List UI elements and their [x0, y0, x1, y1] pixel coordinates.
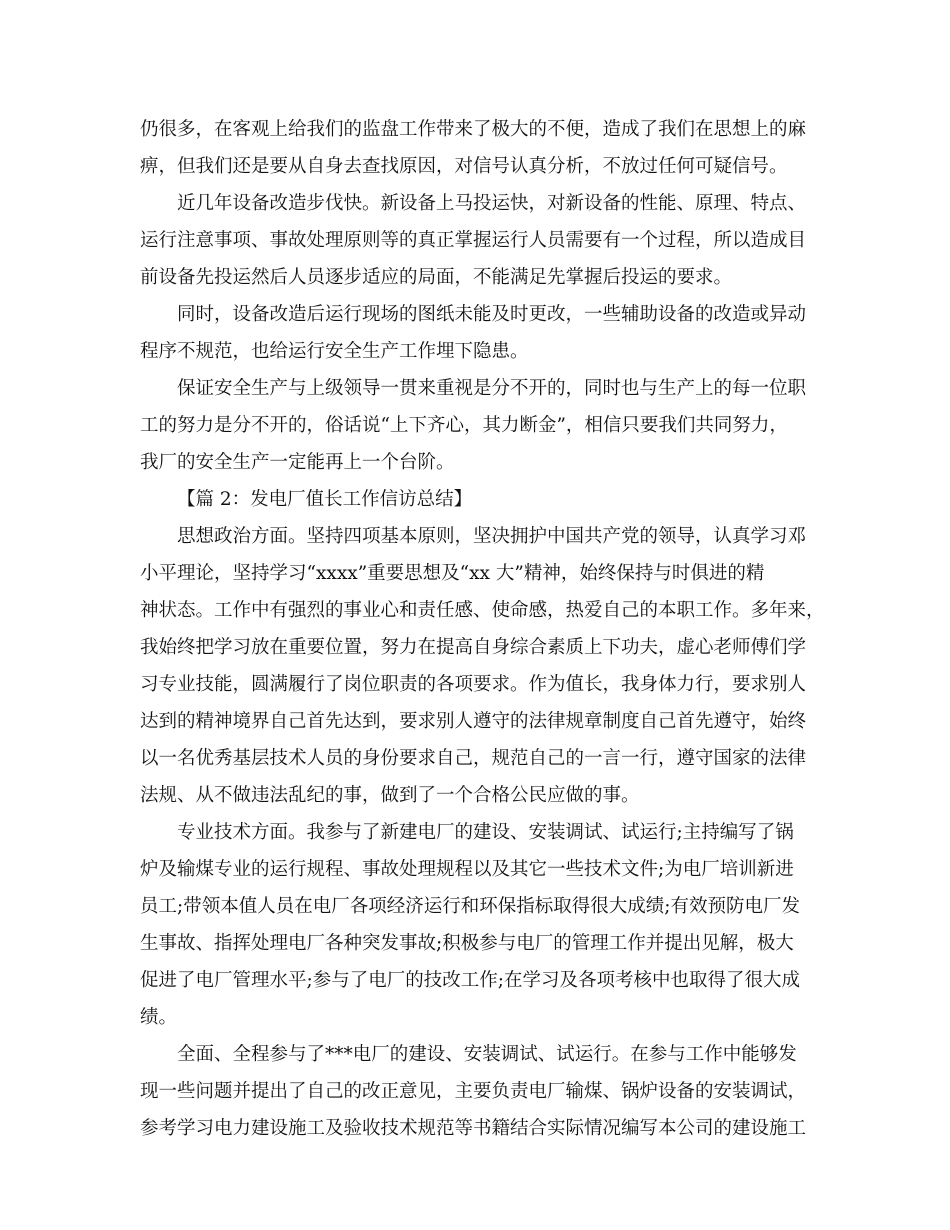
text-line: 达到的精神境界自己首先达到，要求别人遵守的法律规章制度自己首先遵守，始终	[140, 711, 807, 732]
text-line: 以一名优秀基层技术人员的身份要求自己，规范自己的一言一行，遵守国家的法律	[140, 748, 807, 769]
text-line: 促进了电厂管理水平;参与了电厂的技改工作;在学习及各项考核中也取得了很大成	[140, 970, 800, 991]
text-line: 前设备先投运然后人员逐步适应的局面，不能满足先掌握后投运的要求。	[140, 267, 733, 288]
text-line: 员工;带领本值人员在电厂各项经济运行和环保指标取得很大成绩;有效预防电厂发	[140, 896, 800, 917]
text-line: 我厂的安全生产一定能再上一个台阶。	[140, 452, 455, 473]
text-line: 炉及输煤专业的运行规程、事故处理规程以及其它一些技术文件;为电厂培训新进	[140, 859, 794, 880]
text-line: 我始终把学习放在重要位置，努力在提高自身综合素质上下功夫，虚心老师傅们学	[140, 637, 807, 658]
section-heading: 【篇 2：发电厂值长工作信访总结】	[177, 489, 473, 510]
text-line: 小平理论，坚持学习“xxxx”重要思想及“xx 大”精神，始终保持与时俱进的精	[140, 563, 765, 584]
text-line: 绩。	[140, 1007, 178, 1028]
paragraph-first-line: 全面、全程参与了***电厂的建设、安装调试、试运行。在参与工作中能够发	[177, 1044, 797, 1065]
paragraph-first-line: 专业技术方面。我参与了新建电厂的建设、安装调试、试运行;主持编写了锅	[177, 822, 794, 843]
text-line: 神状态。工作中有强烈的事业心和责任感、使命感，热爱自己的本职工作。多年来，	[140, 600, 825, 621]
text-line: 参考学习电力建设施工及验收技术规范等书籍结合实际情况编写本公司的建设施工	[140, 1118, 807, 1139]
paragraph-first-line: 保证安全生产与上级领导一贯来重视是分不开的，同时也与生产上的每一位职	[177, 378, 807, 399]
text-line: 痹，但我们还是要从自身去查找原因，对信号认真分析，不放过任何可疑信号。	[140, 156, 788, 177]
text-line: 工的努力是分不开的，俗话说“上下齐心，其力断金”，相信只要我们共同努力，	[140, 415, 788, 436]
paragraph-first-line: 近几年设备改造步伐快。新设备上马投运快，对新设备的性能、原理、特点、	[177, 193, 807, 214]
text-line: 生事故、指挥处理电厂各种突发事故;积极参与电厂的管理工作并提出见解，极大	[140, 933, 794, 954]
text-line: 现一些问题并提出了自己的改正意见，主要负责电厂输煤、锅炉设备的安装调试，	[140, 1081, 807, 1102]
text-line: 法规、从不做违法乱纪的事，做到了一个合格公民应做的事。	[140, 785, 640, 806]
paragraph-first-line: 思想政治方面。坚持四项基本原则，坚决拥护中国共产党的领导，认真学习邓	[177, 526, 807, 547]
text-line: 运行注意事项、事故处理原则等的真正掌握运行人员需要有一个过程，所以造成目	[140, 230, 807, 251]
text-line: 习专业技能，圆满履行了岗位职责的各项要求。作为值长，我身体力行，要求别人	[140, 674, 807, 695]
text-line: 程序不规范，也给运行安全生产工作埋下隐患。	[140, 341, 529, 362]
paragraph-first-line: 同时，设备改造后运行现场的图纸未能及时更改，一些辅助设备的改造或异动	[177, 304, 807, 325]
text-line: 仍很多，在客观上给我们的监盘工作带来了极大的不便，造成了我们在思想上的麻	[140, 119, 807, 140]
